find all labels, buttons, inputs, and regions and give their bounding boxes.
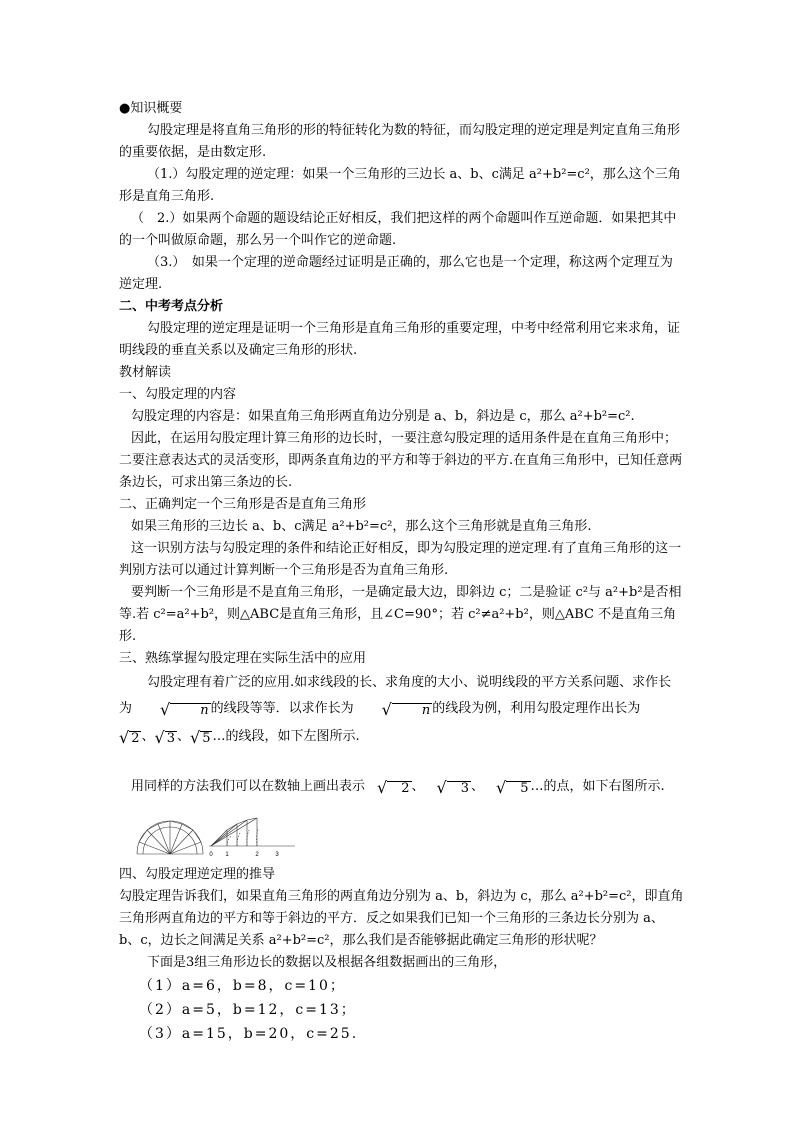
- separator: 、: [141, 729, 155, 744]
- sqrt-n-arg: n: [170, 703, 210, 718]
- paragraph-6: 勾股定理的内容是：如果直角三角形两直角边分别是 a、b，斜边是 c，那么 a²+b²=c².: [131, 409, 635, 424]
- tick-label: 2: [255, 852, 259, 858]
- paragraph-11-part-a: 勾股定理有着广泛的应用.如求线段的长、求角度的大小、说明线段的平方关系问题、求作长为: [119, 675, 672, 716]
- section-heading-2: 二、正确判定一个三角形是否是直角三角形: [119, 497, 367, 512]
- section-heading-1: 一、勾股定理的内容: [119, 387, 237, 402]
- paragraph-9: 这一识别方法与勾股定理的条件和结论正好相反，即为勾股定理的逆定理.有了直角三角形的这一判别方法可以通过计算判断一个三角形是否为直角三角形.: [119, 541, 682, 578]
- number-line-roots-figure: [207, 816, 297, 858]
- sqrt-2-arg: 2: [131, 731, 140, 746]
- sqrt-n-symbol-2: √ n: [381, 700, 431, 719]
- sqrt-2-arg-b: 2: [387, 781, 411, 796]
- section-heading-3: 三、熟练掌握勾股定理在实际生活中的应用: [119, 651, 367, 666]
- paragraph-14: 下面是3组三角形边长的数据以及根据各组数据画出的三角形，: [147, 955, 507, 970]
- paragraph-13: 勾股定理告诉我们，如果直角三角形的两直角边分别为 a、b，斜边为 c，那么 a²+b²=c²，即直角三角形两直角边的平方和等于斜边的平方．反之如果我们已知一个三角形的三条边长分别为 a、b、c，边长之间满足关系 a²+b²=c²，那么我们是否能够据此确定三角形的形状呢？: [119, 889, 684, 948]
- paragraph-5: 勾股定理的逆定理是证明一个三角形是直角三角形的重要定理，中考中经常利用它来求角，证明线段的垂直关系以及确定三角形的形状.: [119, 321, 681, 358]
- separator-2: 、: [176, 729, 190, 744]
- paragraph-10: 要判断一个三角形是不是直角三角形，一是确定最大边，即斜边 c；二是验证 c²与 a²+b²是否相等.若 c²=a²+b²，则△ABC是直角三角形，且∠C=90°；若 c²≠a²+b²，则△ABC 不是直角三角形.: [119, 585, 682, 644]
- paragraph-12-part-a: 用同样的方法我们可以在数轴上画出表示: [131, 779, 366, 794]
- sqrt-n-symbol: √ n: [160, 700, 209, 719]
- figures-row: [119, 810, 684, 860]
- tick-label: 0: [209, 852, 213, 858]
- tick-label: 3: [275, 852, 279, 858]
- spacer: [119, 752, 684, 774]
- textbook-heading: 教材解读: [119, 365, 172, 380]
- paragraph-12-part-b: …的点，如下右图所示.: [530, 779, 665, 794]
- paragraph-7: 因此，在运用勾股定理计算三角形的边长时，一要注意勾股定理的适用条件是在直角三角形中；二要注意表达式的灵活变形，即两条直角边的平方和等于斜边的平方.在直角三角形中，已知任意两条边长，可求出第三条边的长.: [119, 431, 683, 490]
- paragraph-11: [119, 670, 684, 722]
- sqrt-5-arg-b: 5: [506, 781, 530, 796]
- sqrt-2-symbol-b: √ 2: [377, 778, 410, 797]
- exam-heading: 二、中考考点分析: [119, 299, 224, 314]
- spiral-of-roots-figure: [135, 810, 205, 858]
- paragraph-11-part-b: 的线段等等．以求作长为: [210, 701, 354, 716]
- paragraph-11-part-d: …的线段，如下左图所示.: [212, 729, 360, 744]
- paragraph-2: （1.）勾股定理的逆定理：如果一个三角形的三边长 a、b、c满足 a²+b²=c²，那么这个三角形是直角三角形.: [119, 167, 681, 204]
- sqrt-3-symbol: √ 3: [154, 728, 175, 747]
- overview-heading: ●知识概要: [119, 101, 183, 116]
- paragraph-4: （3.） 如果一个定理的逆命题经过证明是正确的，那么它也是一个定理，称这两个定理互为逆定理.: [119, 255, 673, 292]
- sqrt-2-symbol: √ 2: [119, 728, 140, 747]
- sqrt-3-symbol-b: √ 3: [436, 778, 469, 797]
- paragraph-1: 勾股定理是将直角三角形的形的特征转化为数的特征，而勾股定理的逆定理是判定直角三角形的重要依据，是由数定形.: [119, 123, 681, 160]
- sqrt-5-arg: 5: [202, 731, 211, 746]
- sqrt-3-arg: 3: [166, 731, 175, 746]
- paragraph-8: 如果三角形的三边长 a、b、c满足 a²+b²=c²，那么这个三角形就是直角三角形.: [131, 519, 592, 534]
- section-heading-4: 四、勾股定理逆定理的推导: [119, 867, 276, 882]
- sqrt-n-arg-2: n: [392, 703, 432, 718]
- sqrt-5-symbol: √ 5: [190, 728, 211, 747]
- list-item: （3）a=15，b=20，c=25.: [139, 1026, 359, 1042]
- separator-3: 、: [411, 779, 425, 794]
- paragraph-11-cont: [119, 722, 684, 752]
- list-item: （2）a=5，b=12，c=13；: [139, 1002, 357, 1018]
- paragraph-11-part-c: 的线段为例，利用勾股定理作出长为: [432, 701, 641, 716]
- separator-4: 、: [471, 779, 485, 794]
- sqrt-3-arg-b: 3: [447, 781, 471, 796]
- document-content: [119, 98, 684, 1046]
- tick-label: 1: [225, 852, 229, 858]
- paragraph-3: （ 2.）如果两个命题的题设结论正好相反，我们把这样的两个命题叫作互逆命题．如果把其中的一个叫做原命题，那么另一个叫作它的逆命题.: [119, 211, 677, 248]
- paragraph-12: [119, 774, 684, 800]
- list-item: （1）a=6，b=8，c=10；: [139, 978, 346, 994]
- sqrt-5-symbol-b: √ 5: [496, 778, 529, 797]
